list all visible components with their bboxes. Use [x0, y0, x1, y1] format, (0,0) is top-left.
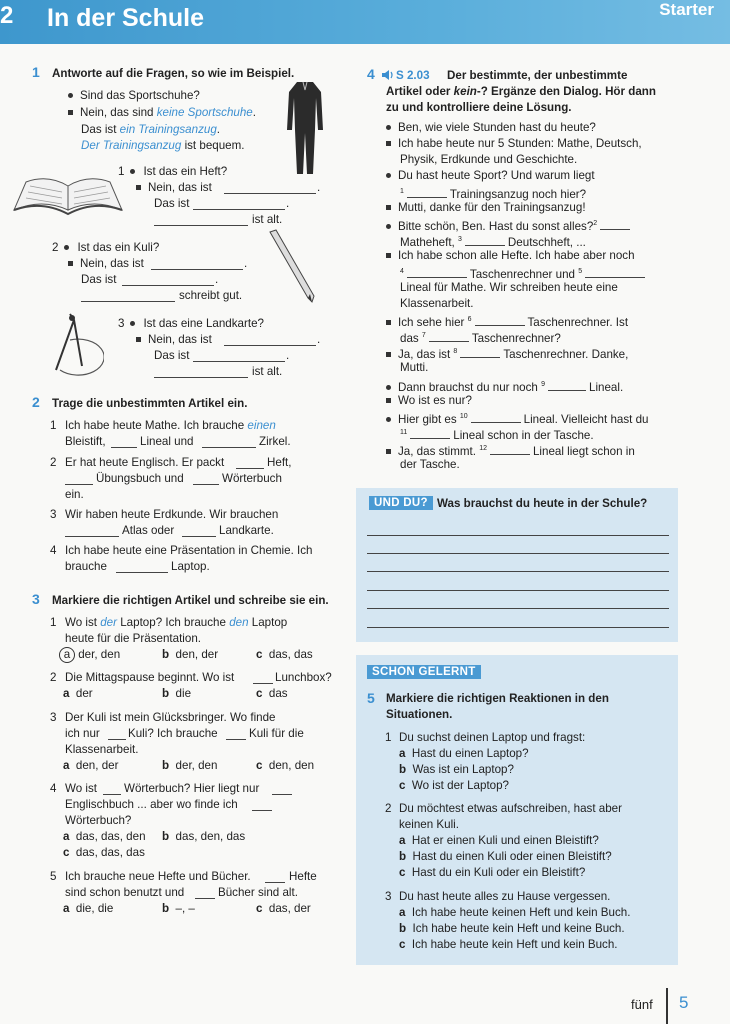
ex2-item2-text: Heft,: [267, 456, 292, 469]
ex3-q5-option-b[interactable]: b –, –: [162, 902, 195, 915]
schon-gelernt-tag: SCHON GELERNT: [367, 665, 481, 679]
exercise-4-title-line3: zu und kontrolliere deine Lösung.: [386, 101, 572, 114]
ex3-q5-option-c[interactable]: c das, der: [256, 902, 311, 915]
answer-blank[interactable]: [253, 683, 273, 684]
ex5-situation-2-line2: keinen Kuli.: [399, 818, 459, 831]
ex2-item1-text: Zirkel.: [259, 435, 291, 448]
ex3-q5-text: Hefte: [289, 870, 317, 883]
ex1-item2-line3: schreibt gut.: [179, 289, 243, 302]
ex3-q3-text: Kuli? Ich brauche: [128, 727, 218, 740]
item-number: 3: [50, 711, 57, 724]
ex1-item2-answer: Nein, das ist: [68, 256, 144, 272]
punct: .: [215, 273, 219, 286]
dialog-line: Bitte schön, Ben. Hast du sonst alles?$^2$: [386, 216, 633, 235]
answer-blank[interactable]: [193, 361, 285, 362]
und-du-tag: UND DU?: [369, 496, 433, 510]
ex2-item2: Er hat heute Englisch. Er packt: [65, 456, 225, 469]
ex5-situation-2: Du möchtest etwas aufschreiben, hast aber: [399, 802, 622, 815]
ex3-q4-option-a[interactable]: a das, das, den: [63, 830, 146, 843]
dialog-line: Mutti.: [400, 361, 429, 374]
ex2-item2-text: Wörterbuch: [222, 472, 282, 485]
item-number: 1: [385, 731, 392, 744]
ex1-item2-line2: Das ist: [81, 273, 117, 286]
answer-blank[interactable]: [272, 794, 292, 795]
dialog-line: $^1$ Trainingsanzug noch hier?: [400, 187, 587, 201]
ex3-q4-option-b[interactable]: b das, den, das: [162, 830, 246, 843]
item-number: 3: [385, 890, 392, 903]
dialog-line: Physik, Erdkunde und Geschichte.: [400, 153, 578, 166]
ex2-item3-text: Atlas oder: [122, 524, 175, 537]
exercise-3-instruction: Markiere die richtigen Artikel und schreibe sie ein.: [52, 594, 329, 607]
answer-blank[interactable]: [154, 225, 248, 226]
item-number: 5: [50, 870, 57, 883]
exercise-4-title-line2: Artikel oder kein-? Ergänze den Dialog. Hör dann: [386, 85, 656, 98]
ex3-q3-text: ich nur: [65, 727, 100, 740]
ex2-item4: Ich habe heute eine Präsentation in Chemie. Ich: [65, 544, 313, 557]
ex1-item3-answer: Nein, das ist: [136, 332, 212, 348]
answer-blank[interactable]: [108, 739, 126, 740]
dialog-line: Du hast heute Sport? Und warum liegt: [386, 168, 595, 184]
item-number: 2: [50, 456, 57, 469]
answer-blank[interactable]: [236, 468, 264, 469]
punct: .: [317, 333, 321, 346]
ex1-example-question: Sind das Sportschuhe?: [68, 88, 200, 104]
ex5-s3-option-a[interactable]: a Ich habe heute keinen Heft und kein Buch.: [399, 906, 631, 919]
ex1-item3-line3: ist alt.: [252, 365, 283, 378]
ex5-situation-3: Du hast heute alles zu Hause vergessen.: [399, 890, 611, 903]
answer-blank[interactable]: [460, 347, 500, 358]
exercise-4-number: 4: [367, 66, 375, 82]
ex3-q4-text: Wörterbuch? Hier liegt nur: [124, 782, 260, 795]
answer-blank[interactable]: [407, 187, 447, 198]
und-du-question: Was brauchst du heute in der Schule?: [437, 497, 648, 510]
answer-blank[interactable]: [193, 484, 219, 485]
answer-blank[interactable]: [490, 444, 530, 455]
answer-blank[interactable]: [475, 315, 525, 326]
punct: .: [317, 181, 321, 194]
dialog-line: Mutti, danke für den Trainingsanzug!: [386, 200, 586, 216]
ex2-item2-text: Übungsbuch und: [96, 472, 184, 485]
ex1-item1-line2: Das ist: [154, 197, 190, 210]
ex3-q3-option-c[interactable]: c den, den: [256, 759, 315, 772]
ex1-item3-question: 3 Ist das eine Landkarte?: [118, 317, 264, 330]
dialog-line: $^4$ Taschenrechner und $^5$: [400, 264, 648, 283]
dialog-line: Wo ist es nur?: [386, 393, 472, 409]
ex5-s3-option-c[interactable]: c Ich habe heute kein Heft und kein Buch.: [399, 938, 618, 951]
punct: .: [286, 349, 290, 362]
page-number: 5: [679, 993, 689, 1012]
ex2-item3: Wir haben heute Erdkunde. Wir brauchen: [65, 508, 279, 521]
dialog-line: Ja, das stimmt. $^{12}$ Lineal liegt schon in: [386, 441, 635, 460]
dialog-line: Klassenarbeit.: [400, 297, 474, 310]
answer-blank[interactable]: [407, 267, 467, 278]
pen-image: [266, 228, 318, 304]
answer-blank[interactable]: [265, 882, 285, 883]
answer-blank[interactable]: [429, 331, 469, 342]
page-title: In der Schule: [47, 4, 204, 32]
unit-number: 2: [0, 2, 14, 29]
ex3-q4-text: Wörterbuch?: [65, 814, 132, 827]
ex5-s3-option-b[interactable]: b Ich habe heute kein Heft und keine Buch.: [399, 922, 625, 935]
answer-blank[interactable]: [182, 536, 216, 537]
ex5-s2-option-c[interactable]: c Hast du ein Kuli oder ein Bleistift?: [399, 866, 586, 879]
ex3-q3-text: Kuli für die: [249, 727, 304, 740]
ex3-q4-text: Englischbuch ... aber wo finde ich: [65, 798, 238, 811]
header-bar: [0, 0, 730, 44]
exercise-2-instruction: Trage die unbestimmten Artikel ein.: [52, 397, 248, 410]
dialog-line: $^{11}$ Lineal schon in der Tasche.: [400, 428, 594, 442]
answer-blank[interactable]: [65, 484, 93, 485]
ex2-item1: Ich habe heute Mathe. Ich brauche einen: [65, 419, 276, 432]
ex3-q3: Der Kuli ist mein Glücksbringer. Wo finde: [65, 711, 276, 724]
ex2-item3-text: Landkarte.: [219, 524, 274, 537]
answer-blank[interactable]: [252, 810, 272, 811]
dialog-line: Matheheft, $^3$ Deutschheft, ...: [400, 235, 586, 249]
ex1-item3-line2: Das ist: [154, 349, 190, 362]
audio-track: S 2.03: [396, 69, 430, 82]
ex3-q3-option-b[interactable]: b der, den: [162, 759, 218, 772]
ex1-item1-question: 1 Ist das ein Heft?: [118, 165, 228, 178]
section-label: Starter: [659, 0, 714, 19]
punct: .: [244, 257, 248, 270]
ex3-q5-option-a[interactable]: a die, die: [63, 902, 114, 915]
ex1-item1-answer: Nein, das ist: [136, 180, 212, 196]
answer-blank[interactable]: [465, 235, 505, 246]
page-divider: [666, 988, 668, 1024]
ex1-item2-question: 2 Ist das ein Kuli?: [52, 241, 160, 254]
item-number: 1: [50, 419, 57, 432]
ex3-q2-option-a[interactable]: a der: [63, 687, 93, 700]
answer-blank[interactable]: [202, 447, 256, 448]
dialog-line: Lineal für Mathe. Wir schreiben heute eine: [400, 281, 618, 294]
dialog-line: Ich habe schon alle Hefte. Ich habe aber noch: [386, 248, 635, 264]
writing-line[interactable]: [367, 553, 669, 554]
writing-line[interactable]: [367, 571, 669, 572]
exercise-5-instruction-line2: Situationen.: [386, 708, 453, 721]
answer-blank[interactable]: [193, 209, 285, 210]
audio-icon[interactable]: [381, 69, 395, 81]
writing-line[interactable]: [367, 627, 669, 628]
ex2-item1-text: Bleistift,: [65, 435, 106, 448]
answer-blank[interactable]: [195, 898, 215, 899]
ex1-example-answer: Nein, das sind keine Sportschuhe.: [68, 105, 256, 121]
answer-blank[interactable]: [154, 377, 248, 378]
item-number: 4: [50, 544, 57, 557]
compass-image: [30, 310, 104, 392]
ex3-q5-text: Bücher sind alt.: [218, 886, 298, 899]
answer-blank[interactable]: [151, 269, 243, 270]
answer-blank[interactable]: [103, 794, 121, 795]
answer-blank[interactable]: [548, 380, 586, 391]
ex5-s1-option-b[interactable]: b Was ist ein Laptop?: [399, 763, 514, 776]
dialog-line: Hier gibt es $^{10}$ Lineal. Vielleicht hast du: [386, 409, 648, 428]
ex3-q1-option-c[interactable]: c das, das: [256, 648, 313, 661]
ex5-s2-option-b[interactable]: b Hast du einen Kuli oder einen Bleistift?: [399, 850, 612, 863]
punct: .: [286, 197, 290, 210]
answer-blank[interactable]: [81, 301, 175, 302]
ex3-q3-text: Klassenarbeit.: [65, 743, 139, 756]
ex3-q2: Die Mittagspause beginnt. Wo ist: [65, 671, 235, 684]
ex2-item1-text: Lineal und: [140, 435, 194, 448]
answer-blank[interactable]: [224, 193, 316, 194]
exercise-5-number: 5: [367, 690, 375, 706]
exercise-4-title: Der bestimmte, der unbestimmte: [447, 69, 628, 82]
ex2-item2-text: ein.: [65, 488, 84, 501]
exercise-3-number: 3: [32, 591, 40, 607]
exercise-1-instruction: Antworte auf die Fragen, so wie im Beispiel.: [52, 67, 295, 80]
item-number: 3: [50, 508, 57, 521]
dialog-line: das $^7$ Taschenrechner?: [400, 331, 561, 345]
exercise-2-number: 2: [32, 394, 40, 410]
ex1-example-line2: Das ist ein Trainingsanzug.: [81, 123, 221, 136]
exercise-5-instruction: Markiere die richtigen Reaktionen in den: [386, 692, 609, 705]
ex3-q2-text: Lunchbox?: [275, 671, 332, 684]
dialog-line: Ben, wie viele Stunden hast du heute?: [386, 120, 596, 136]
dialog-line: der Tasche.: [400, 458, 460, 471]
ex3-q4: Wo ist: [65, 782, 97, 795]
ex5-s1-option-a[interactable]: a Hast du einen Laptop?: [399, 747, 529, 760]
dialog-line: Ja, das ist $^8$ Taschenrechner. Danke,: [386, 344, 628, 363]
ex3-q5: Ich brauche neue Hefte und Bücher.: [65, 870, 251, 883]
dialog-line: Dann brauchst du nur noch $^9$ Lineal.: [386, 377, 623, 396]
ex3-q1-option-b[interactable]: b den, der: [162, 648, 219, 661]
ex3-q1-option-a[interactable]: a der, den: [59, 647, 120, 663]
answer-blank[interactable]: [122, 285, 214, 286]
ex5-s1-option-c[interactable]: c Wo ist der Laptop?: [399, 779, 510, 792]
dialog-line: Ich habe heute nur 5 Stunden: Mathe, Deutsch,: [386, 136, 642, 152]
answer-blank[interactable]: [116, 572, 168, 573]
writing-line[interactable]: [367, 590, 669, 591]
tracksuit-image: [285, 78, 325, 178]
ex3-q2-option-c[interactable]: c das: [256, 687, 288, 700]
answer-blank[interactable]: [471, 412, 521, 423]
answer-blank[interactable]: [226, 739, 246, 740]
ex5-situation-1: Du suchst deinen Laptop und fragst:: [399, 731, 586, 744]
ex3-q5-text: sind schon benutzt und: [65, 886, 185, 899]
item-number: 2: [50, 671, 57, 684]
answer-blank[interactable]: [111, 447, 137, 448]
exercise-1-number: 1: [32, 64, 40, 80]
answer-blank[interactable]: [600, 219, 630, 230]
item-number: 4: [50, 782, 57, 795]
ex3-q2-option-b[interactable]: b die: [162, 687, 192, 700]
ex3-q1: Wo ist der Laptop? Ich brauche den Laptop: [65, 616, 288, 629]
ex5-s2-option-a[interactable]: a Hat er einen Kuli und einen Bleistift?: [399, 834, 599, 847]
writing-line[interactable]: [367, 535, 669, 536]
ex3-q4-option-c[interactable]: c das, das, das: [63, 846, 145, 859]
dialog-line: Ich sehe hier $^6$ Taschenrechner. Ist: [386, 312, 628, 331]
page-word: fünf: [631, 997, 653, 1012]
answer-blank[interactable]: [585, 267, 645, 278]
ex2-item4-text: Laptop.: [171, 560, 210, 573]
ex1-example-line3: Der Trainingsanzug ist bequem.: [81, 139, 245, 152]
answer-blank[interactable]: [410, 428, 450, 439]
ex3-q1-text: heute für die Präsentation.: [65, 632, 201, 645]
book-image: [12, 170, 124, 218]
ex3-q3-option-a[interactable]: a den, der: [63, 759, 119, 772]
item-number: 2: [385, 802, 392, 815]
item-number: 1: [50, 616, 57, 629]
writing-line[interactable]: [367, 608, 669, 609]
answer-blank[interactable]: [65, 536, 119, 537]
answer-blank[interactable]: [224, 345, 316, 346]
ex2-item4-text: brauche: [65, 560, 107, 573]
ex1-item1-line3: ist alt.: [252, 213, 283, 226]
